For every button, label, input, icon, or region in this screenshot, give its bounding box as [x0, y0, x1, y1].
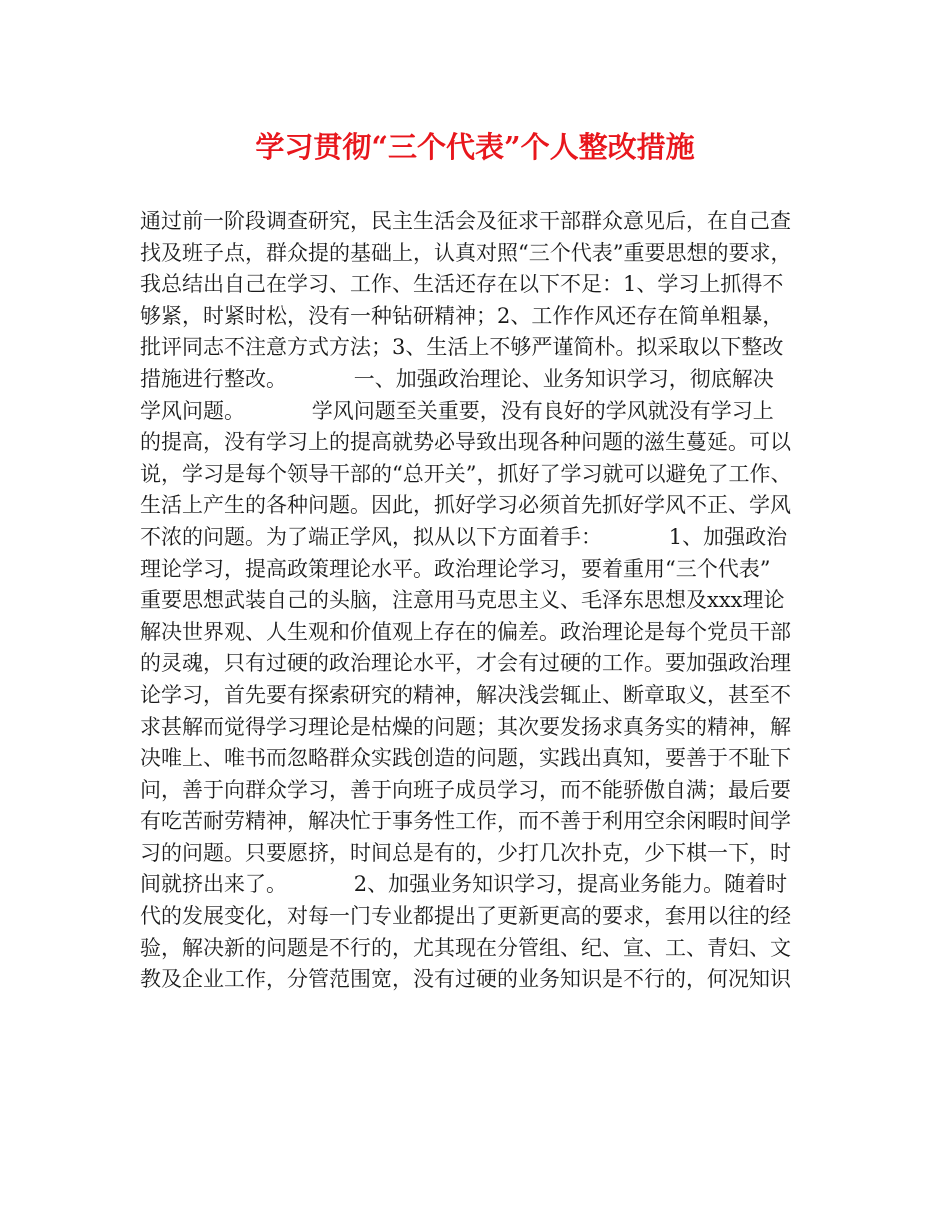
body-line: 的提高，没有学习上的提高就势必导致出现各种问题的滋生蔓延。可以	[140, 430, 791, 455]
body-line: 生活上产生的各种问题。因此，抓好学习必须首先抓好学风不正、学风	[140, 493, 791, 518]
body-line: 的灵魂，只有过硬的政治理论水平，才会有过硬的工作。要加强政治理	[140, 651, 791, 676]
body-line: 问，善于向群众学习，善于向班子成员学习，而不能骄傲自满；最后要	[140, 777, 791, 802]
document-title: 学习贯彻“三个代表”个人整改措施	[255, 130, 695, 164]
body-line: 重要思想武装自己的头脑，注意用马克思主义、毛泽东思想及xxx理论	[140, 588, 785, 613]
body-line: 验，解决新的问题是不行的，尤其现在分管组、纪、宣、工、青妇、文	[140, 935, 791, 960]
body-line: 理论学习，提高政策理论水平。政治理论学习，要着重用“三个代表”	[140, 556, 771, 581]
body-line: 习的问题。只要愿挤，时间总是有的，少打几次扑克，少下棋一下，时	[140, 840, 791, 865]
body-line: 求甚解而觉得学习理论是枯燥的问题；其次要发扬求真务实的精神，解	[140, 714, 791, 739]
body-line: 措施进行整改。 一、加强政治理论、业务知识学习，彻底解决	[140, 366, 774, 391]
document-body	[140, 206, 840, 996]
body-line: 批评同志不注意方式方法；3、生活上不够严谨简朴。拟采取以下整改	[140, 335, 784, 360]
body-line: 够紧，时紧时松，没有一种钻研精神；2、工作作风还存在简单粗暴，	[140, 303, 784, 328]
body-line: 学风问题。 学风问题至关重要，没有良好的学风就没有学习上	[140, 398, 774, 423]
body-line: 代的发展变化，对每一门专业都提出了更新更高的要求，套用以往的经	[140, 904, 791, 929]
body-line: 教及企业工作，分管范围宽，没有过硬的业务知识是不行的，何况知识	[140, 967, 791, 992]
body-line: 间就挤出来了。 2、加强业务知识学习，提高业务能力。随着时	[140, 872, 788, 897]
body-line: 解决世界观、人生观和价值观上存在的偏差。政治理论是每个党员干部	[140, 619, 791, 644]
body-line: 决唯上、唯书而忽略群众实践创造的问题，实践出真知，要善于不耻下	[140, 746, 791, 771]
body-line: 我总结出自己在学习、工作、生活还存在以下不足：1、学习上抓得不	[140, 272, 784, 297]
body-line: 不浓的问题。为了端正学风，拟从以下方面着手： 1、加强政治	[140, 524, 788, 549]
body-line: 找及班子点，群众提的基础上，认真对照“三个代表”重要思想的要求，	[140, 240, 792, 265]
body-line: 通过前一阶段调查研究，民主生活会及征求干部群众意见后，在自己查	[140, 209, 791, 233]
body-line: 说，学习是每个领导干部的“总开关”，抓好了学习就可以避免了工作、	[140, 461, 792, 486]
body-line: 论学习，首先要有探索研究的精神，解决浅尝辄止、断章取义，甚至不	[140, 682, 791, 707]
body-line: 有吃苦耐劳精神，解决忙于事务性工作，而不善于利用空余闲暇时间学	[140, 809, 791, 834]
